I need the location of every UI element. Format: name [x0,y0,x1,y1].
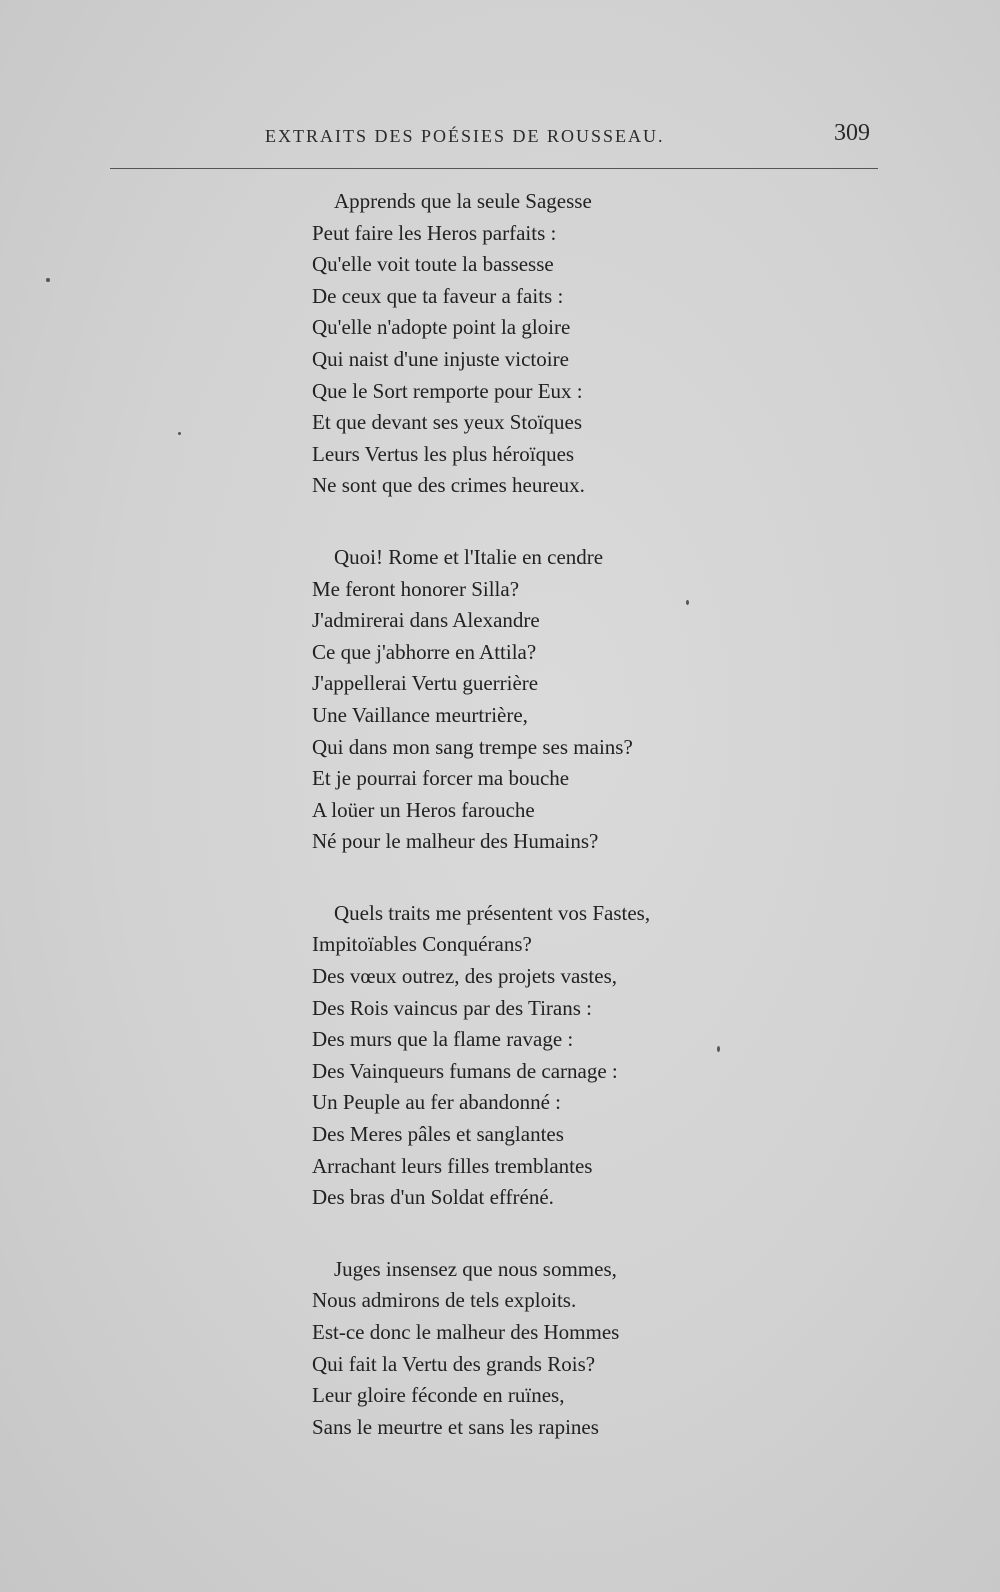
verse-line: Impitoïables Conquérans? [312,932,532,957]
verse-line: Ce que j'abhorre en Attila? [312,639,537,664]
verse-line: Que le Sort remporte pour Eux : [312,378,583,403]
verse-line: J'admirerai dans Alexandre [312,608,540,633]
verse-line: Leur gloire féconde en ruïnes, [312,1383,565,1408]
verse-line: Quels traits me présentent vos Fastes, [334,900,651,925]
verse-line: Peut faire les Heros parfaits : [312,220,557,245]
verse-line: Et que devant ses yeux Stoïques [312,410,583,435]
verse-line: De ceux que ta faveur a faits : [312,283,564,308]
verse-line: Apprends que la seule Sagesse [334,189,592,213]
verse-line: Et je pourrai forcer ma bouche [312,766,570,791]
verse-line: Qu'elle n'adopte point la gloire [312,315,571,340]
poem-text [312,186,732,1483]
verse-line: Des bras d'un Soldat effréné. [312,1185,554,1210]
verse-line: Ne sont que des crimes heureux. [312,473,585,498]
verse-line: Est-ce donc le malheur des Hommes [312,1320,620,1344]
verse-line: Sans le meurtre et sans les rapines [312,1414,599,1439]
page-header [110,120,878,169]
verse-line: Des murs que la flame ravage : [312,1027,574,1052]
paper-speck [686,600,689,605]
stanza-1 [312,186,732,502]
stanza-2 [312,542,732,858]
verse-line: Une Vaillance meurtrière, [312,702,528,727]
verse-line: J'appellerai Vertu guerrière [312,671,539,696]
verse-line: Des vœux outrez, des projets vastes, [312,964,618,989]
paper-speck [178,432,181,435]
verse-line: Un Peuple au fer abandonné : [312,1090,561,1115]
verse-line: Juges insensez que nous sommes, [334,1256,617,1281]
paper-speck [46,278,50,282]
verse-line: Des Vainqueurs fumans de carnage : [312,1058,618,1083]
verse-line: Qui fait la Vertu des grands Rois? [312,1351,596,1376]
verse-line: Qui dans mon sang trempe ses mains? [312,734,633,759]
verse-line: Des Rois vaincus par des Tirans : [312,995,592,1020]
verse-line: Arrachant leurs filles tremblantes [312,1153,593,1178]
verse-line: Né pour le malheur des Humains? [312,829,599,854]
verse-line: Leurs Vertus les plus héroïques [312,441,575,466]
verse-line: Qu'elle voit toute la bassesse [312,252,554,277]
verse-line: A loüer un Heros farouche [312,797,535,822]
verse-line: Me feront honorer Silla? [312,576,520,601]
stanza-3 [312,898,732,1214]
stanza-4 [312,1254,732,1444]
paper-speck [717,1046,720,1052]
verse-line: Nous admirons de tels exploits. [312,1288,577,1313]
page-number: 309 [834,120,870,146]
verse-line: Quoi! Rome et l'Italie en cendre [334,544,604,569]
verse-line: Qui naist d'une injuste victoire [312,346,569,371]
verse-line: Des Meres pâles et sanglantes [312,1122,564,1147]
running-title: EXTRAITS DES POÉSIES DE ROUSSEAU. [265,126,665,146]
